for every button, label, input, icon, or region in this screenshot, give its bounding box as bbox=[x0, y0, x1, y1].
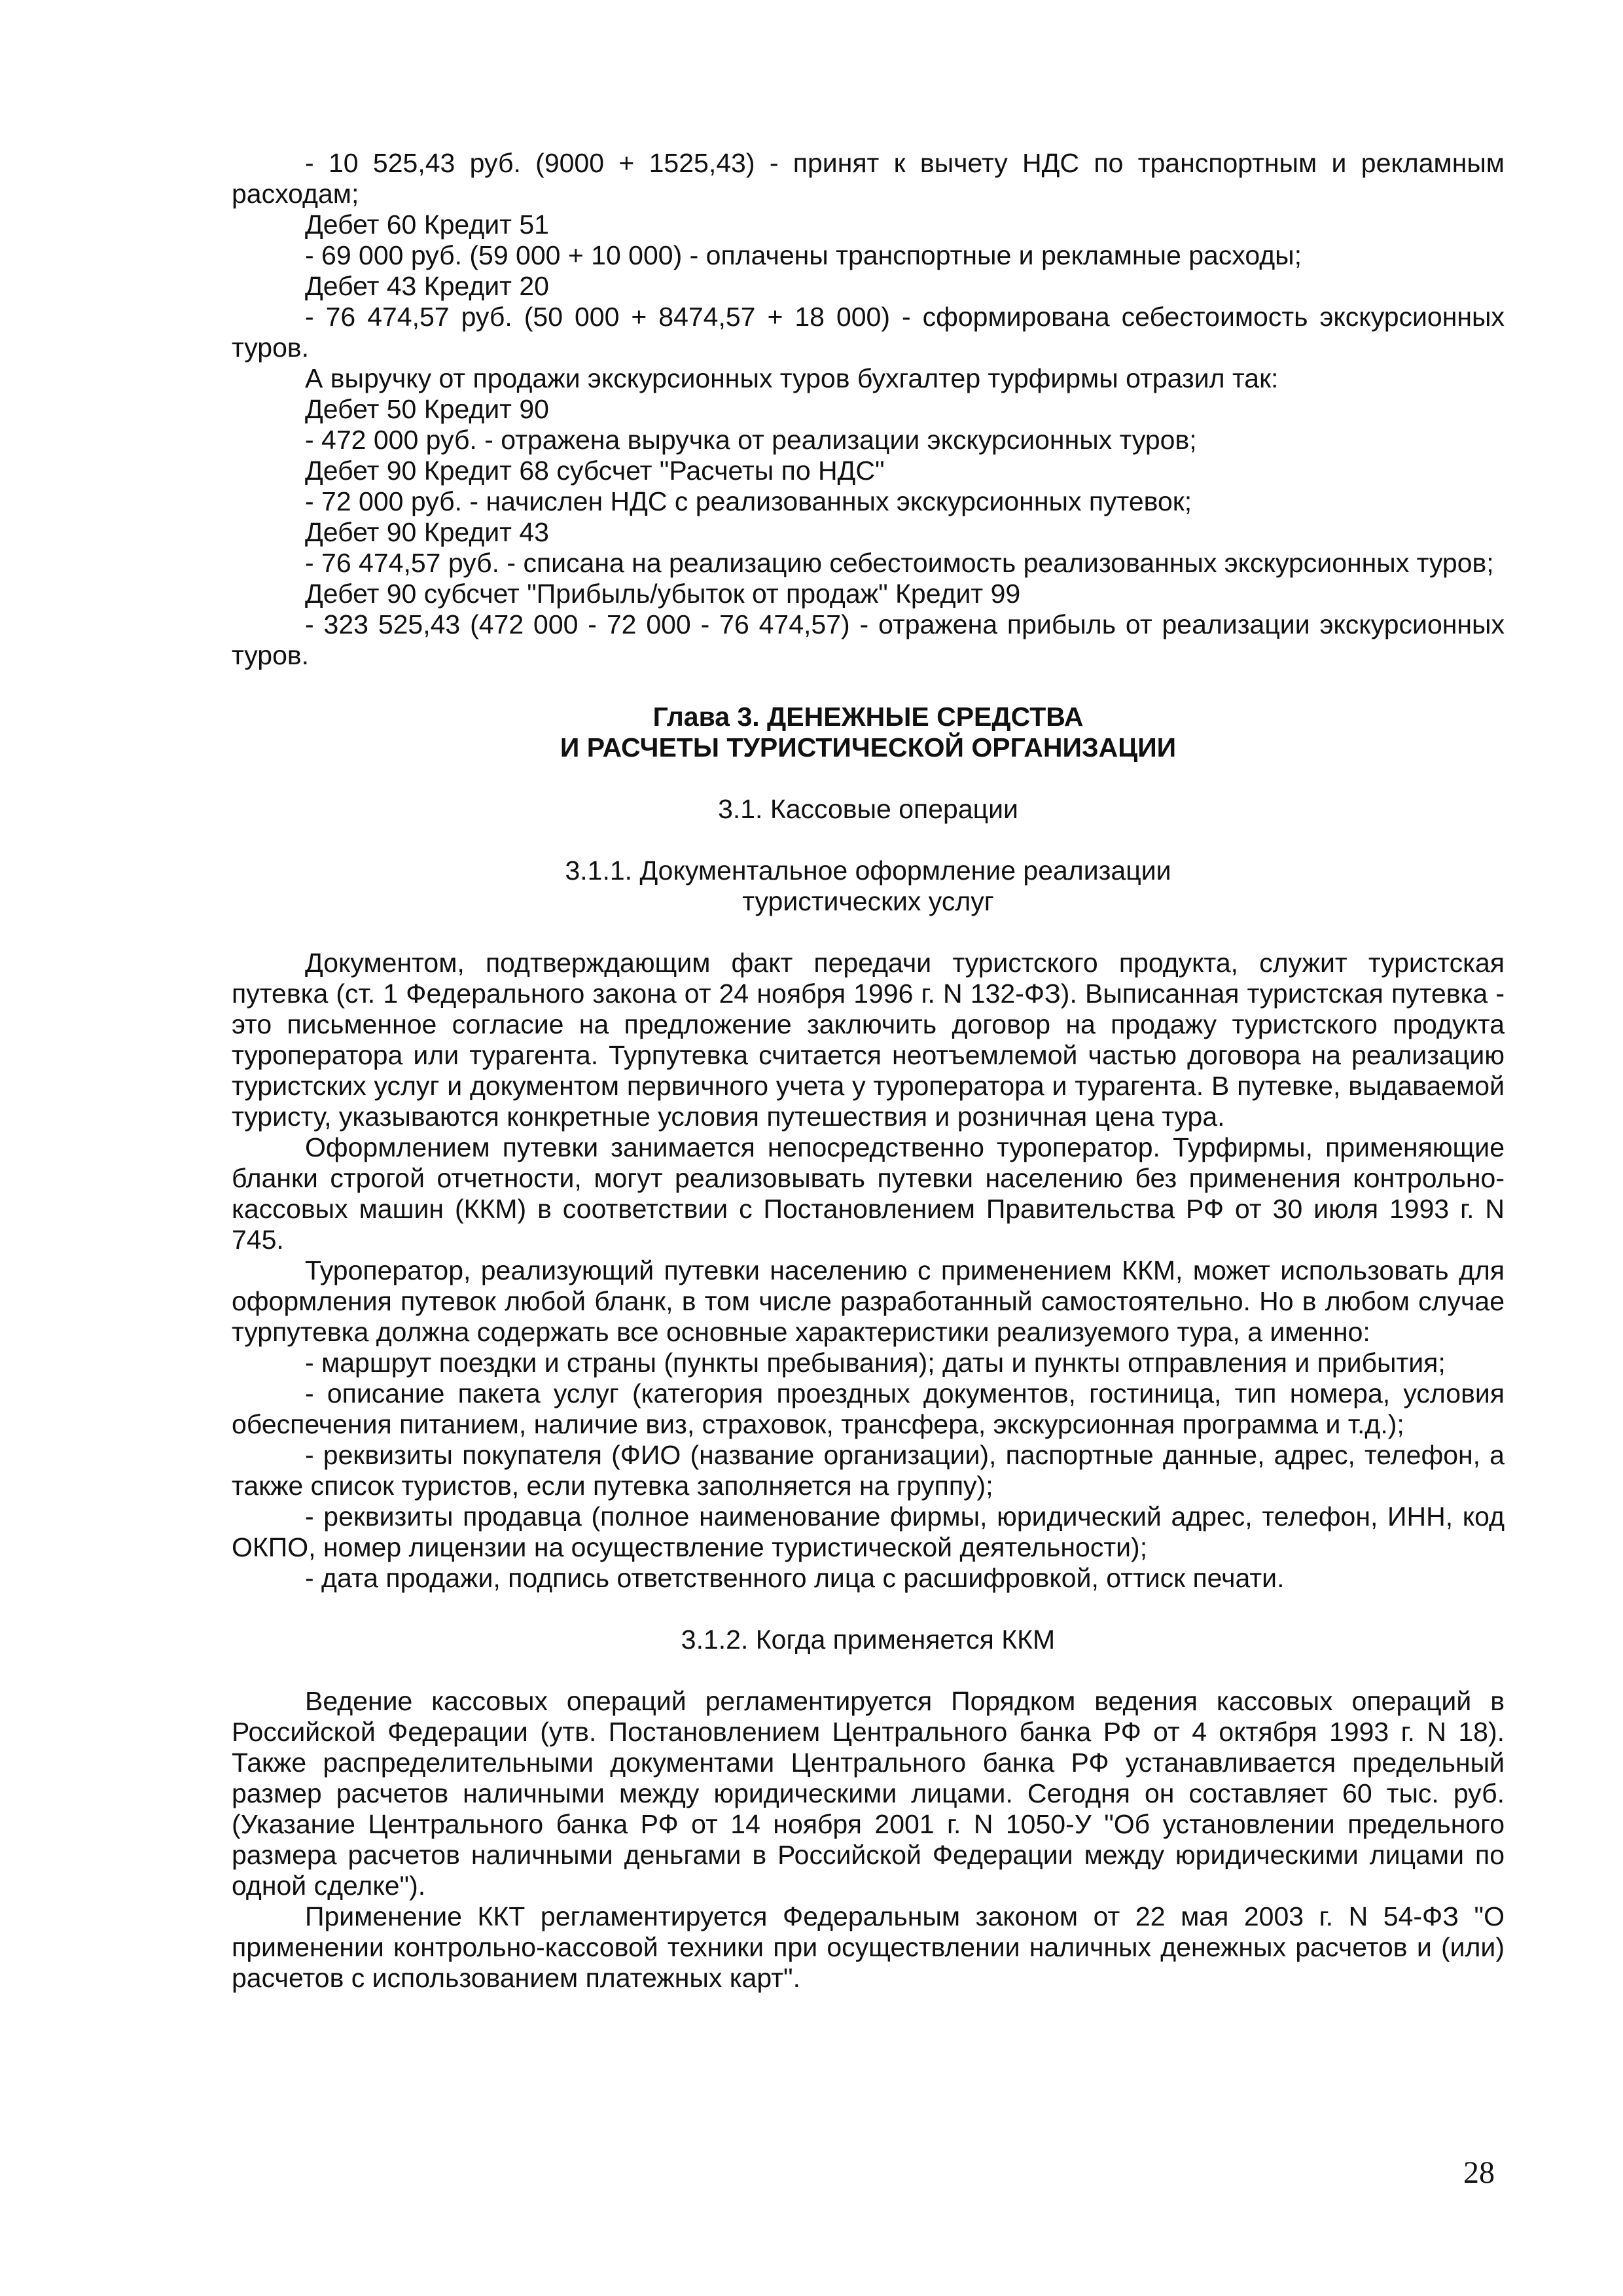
intro-line: Дебет 50 Кредит 90 bbox=[305, 394, 549, 424]
section-title-3-1-2: 3.1.2. Когда применяется ККМ bbox=[681, 1624, 1056, 1655]
list-item: - дата продажи, подпись ответственного лица с расшифровкой, оттиск печати. bbox=[305, 1563, 1285, 1593]
intro-line: - 76 474,57 руб. (50 000 + 8474,57 + 18 000) - сформирована себестоимость экскурсионных туров. bbox=[232, 302, 1505, 363]
intro-line: - 76 474,57 руб. - списана на реализацию себестоимость реализованных экскурсионных туров; bbox=[305, 548, 1494, 578]
list-item: - реквизиты покупателя (ФИО (название организации), паспортные данные, адрес, телефон, а также список туристов, если путевка заполняется на группу); bbox=[232, 1440, 1505, 1501]
list-item: - реквизиты продавца (полное наименование фирмы, юридический адрес, телефон, ИНН, код ОКПО, номер лицензии на осуществление туристической деятельности); bbox=[232, 1501, 1505, 1562]
list-item: - описание пакета услуг (категория проездных документов, гостиница, тип номера, условия обеспечения питанием, наличие виз, страховок, трансфера, экскурсионная программа и т.д.); bbox=[232, 1378, 1505, 1439]
document-page bbox=[232, 148, 1505, 1994]
intro-line: Дебет 60 Кредит 51 bbox=[305, 209, 549, 240]
intro-line: Дебет 90 Кредит 68 субсчет "Расчеты по НДС" bbox=[305, 456, 885, 486]
section-title-3-1-1-line-1: 3.1.1. Документальное оформление реализации bbox=[565, 855, 1171, 886]
intro-line: - 69 000 руб. (59 000 + 10 000) - оплачены транспортные и рекламные расходы; bbox=[305, 240, 1302, 270]
paragraph: Применение ККТ регламентируется Федеральным законом от 22 мая 2003 г. N 54-ФЗ "О применении контрольно-кассовой техники при осуществлении наличных денежных расчетов и (или) расчетов с использованием платежных карт". bbox=[232, 1901, 1505, 1993]
intro-line: - 323 525,43 (472 000 - 72 000 - 76 474,57) - отражена прибыль от реализации экскурсионных туров. bbox=[232, 609, 1505, 670]
section-title-3-1-1-line-2: туристических услуг bbox=[742, 886, 994, 916]
chapter-title-line-1: Глава 3. ДЕНЕЖНЫЕ СРЕДСТВА bbox=[652, 702, 1084, 732]
intro-line: - 472 000 руб. - отражена выручка от реализации экскурсионных туров; bbox=[305, 425, 1197, 455]
paragraph: Туроператор, реализующий путевки населению с применением ККМ, может использовать для оформления путевок любой бланк, в том числе разработанный самостоятельно. Но в любом случае турпутевка должна содержать все основные характеристики реализуемого тура, а именно: bbox=[232, 1255, 1505, 1347]
intro-line: - 72 000 руб. - начислен НДС с реализованных экскурсионных путевок; bbox=[305, 486, 1192, 516]
paragraph: Ведение кассовых операций регламентируется Порядком ведения кассовых операций в Российской Федерации (утв. Постановлением Центрального банка РФ от 4 октября 1993 г. N 18). Также распределительными документами Центрального банка РФ устанавливается предельный размер расчетов наличными между юридическими лицами. Сегодня он составляет 60 тыс. руб. (Указание Центрального банка РФ от 14 ноября 2001 г. N 1050-У "Об установлении предельного размера расчетов наличными деньгами в Российской Федерации между юридическими лицами по одной сделке"). bbox=[232, 1686, 1505, 1901]
page-number: 28 bbox=[1463, 2155, 1495, 2190]
list-item: - маршрут поездки и страны (пункты пребывания); даты и пункты отправления и прибытия; bbox=[305, 1348, 1446, 1378]
intro-line: - 10 525,43 руб. (9000 + 1525,43) - принят к вычету НДС по транспортным и рекламным расходам; bbox=[232, 148, 1505, 209]
paragraph: Документом, подтверждающим факт передачи туристского продукта, служит туристская путевка (ст. 1 Федерального закона от 24 ноября 1996 г. N 132-ФЗ). Выписанная туристская путевка - это письменное согласие на предложение заключить договор на продажу туристского продукта туроператора или турагента. Турпутевка считается неотъемлемой частью договора на реализацию туристских услуг и документом первичного учета у туроператора и турагента. В путевке, выдаваемой туристу, указываются конкретные условия путешествия и розничная цена тура. bbox=[232, 948, 1505, 1132]
intro-line: Дебет 90 Кредит 43 bbox=[305, 517, 549, 547]
paragraph: Оформлением путевки занимается непосредственно туроператор. Турфирмы, применяющие бланки строгой отчетности, могут реализовывать путевки населению без применения контрольно-кассовых машин (ККМ) в соответствии с Постановлением Правительства РФ от 30 июля 1993 г. N 745. bbox=[232, 1132, 1505, 1255]
intro-line: А выручку от продажи экскурсионных туров бухгалтер турфирмы отразил так: bbox=[305, 363, 1279, 393]
section-title-3-1: 3.1. Кассовые операции bbox=[718, 794, 1018, 824]
intro-line: Дебет 43 Кредит 20 bbox=[305, 271, 549, 301]
intro-line: Дебет 90 субсчет "Прибыль/убыток от продаж" Кредит 99 bbox=[305, 579, 1021, 609]
chapter-title-line-2: И РАСЧЕТЫ ТУРИСТИЧЕСКОЙ ОРГАНИЗАЦИИ bbox=[560, 732, 1177, 762]
